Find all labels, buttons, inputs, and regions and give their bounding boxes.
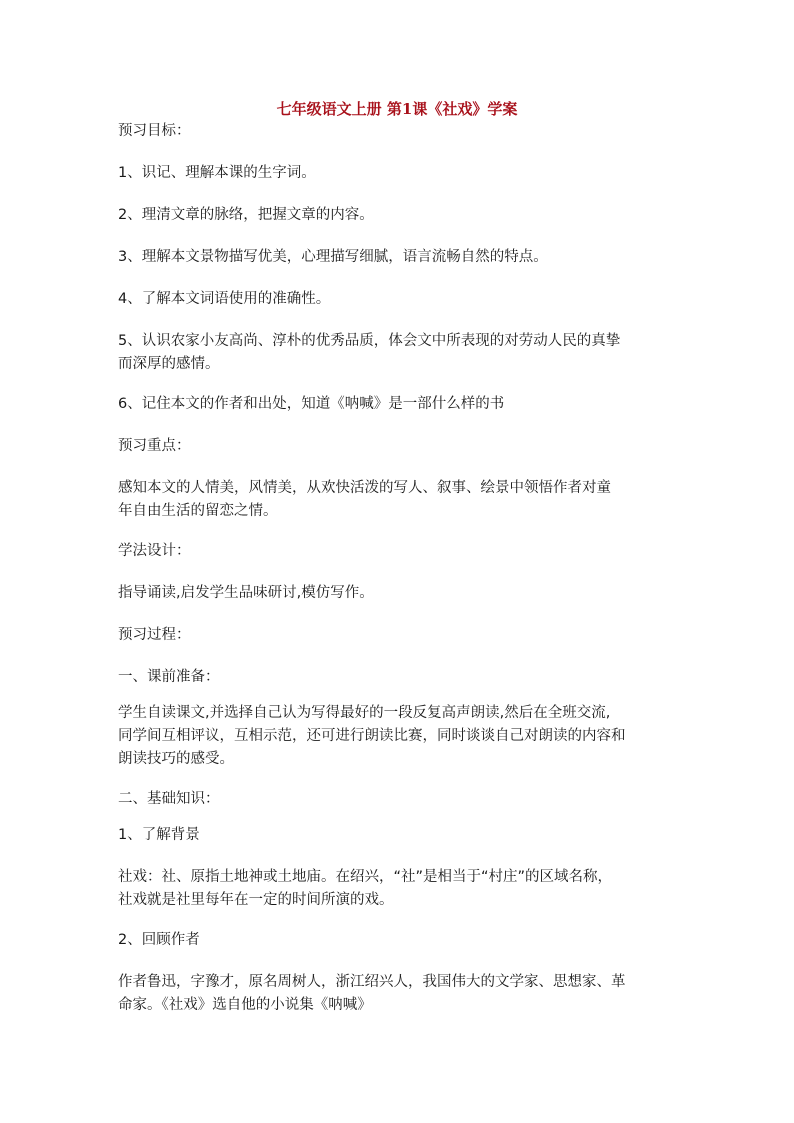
paragraph-process-heading: [118, 624, 678, 647]
paragraph-key-points: [118, 477, 678, 523]
paragraph-line: 而深厚的感情。: [118, 356, 220, 372]
paragraph-goal-2: [118, 204, 678, 227]
document-title: 七年级语文上册 第1课《社戏》学案: [276, 100, 518, 118]
paragraph-line: 3、理解本文景物描写优美，心理描写细腻，语言流畅自然的特点。: [118, 249, 548, 265]
paragraph-line: 社戏就是社里每年在一定的时间所演的戏。: [118, 892, 394, 908]
paragraph-author: [118, 971, 678, 1017]
paragraph-line: 学生自读课文,并选择自己认为写得最好的一段反复高声朗读,然后在全班交流,: [118, 705, 611, 721]
paragraph-key-points-heading: [118, 435, 678, 458]
paragraph-section-2-heading: [118, 788, 678, 811]
paragraph-line: 6、记住本文的作者和出处，知道《呐喊》是一部什么样的书: [118, 396, 505, 412]
paragraph-author-heading: [118, 929, 678, 952]
paragraph-line: 同学间互相评议，互相示范，还可进行朗读比赛，同时谈谈自己对朗读的内容和: [118, 728, 626, 744]
paragraph-line: 一、课前准备：: [118, 669, 220, 685]
paragraph-line: 1、了解背景: [118, 827, 200, 843]
paragraph-line: 二、基础知识：: [118, 791, 220, 807]
paragraph-line: 预习过程：: [118, 627, 191, 643]
paragraph-line: 1、识记、理解本课的生字词。: [118, 165, 316, 181]
paragraph-goal-1: [118, 162, 678, 185]
paragraph-goal-4: [118, 288, 678, 311]
paragraph-line: 作者鲁迅，字豫才，原名周树人，浙江绍兴人，我国伟大的文学家、思想家、革: [118, 974, 626, 990]
paragraph-goal-3: [118, 246, 678, 269]
paragraph-line: 指导诵读,启发学生品味研讨,模仿写作。: [118, 585, 374, 601]
paragraph-line: 感知本文的人情美，风情美，从欢快活泼的写人、叙事、绘景中领悟作者对童: [118, 480, 611, 496]
paragraph-goal-6: [118, 393, 678, 416]
paragraph-line: 4、了解本文词语使用的准确性。: [118, 291, 331, 307]
paragraph-line: 朗读技巧的感受。: [118, 751, 234, 767]
paragraph-line: 年自由生活的留恋之情。: [118, 503, 278, 519]
paragraph-background-heading: [118, 824, 678, 847]
paragraph-line: 命家。《社戏》选自他的小说集《呐喊》: [118, 997, 372, 1013]
paragraph-line: 5、认识农家小友高尚、淳朴的优秀品质，体会文中所表现的对劳动人民的真挚: [118, 333, 621, 349]
paragraph-line: 2、回顾作者: [118, 932, 200, 948]
paragraph-line: 预习目标：: [118, 123, 191, 139]
paragraph-preparation: [118, 702, 678, 771]
paragraph-background: [118, 866, 678, 912]
paragraph-preview-goals-heading: [118, 120, 678, 143]
paragraph-goal-5: [118, 330, 678, 376]
paragraph-section-1-heading: [118, 666, 678, 689]
paragraph-line: 学法设计：: [118, 543, 191, 559]
paragraph-method-heading: [118, 540, 678, 563]
paragraph-line: 预习重点：: [118, 438, 191, 454]
paragraph-method: [118, 582, 678, 605]
paragraph-line: 2、理清文章的脉络，把握文章的内容。: [118, 207, 374, 223]
paragraph-line: 社戏：社、原指土地神或土地庙。在绍兴，“社”是相当于“村庄”的区域名称，: [118, 869, 613, 885]
